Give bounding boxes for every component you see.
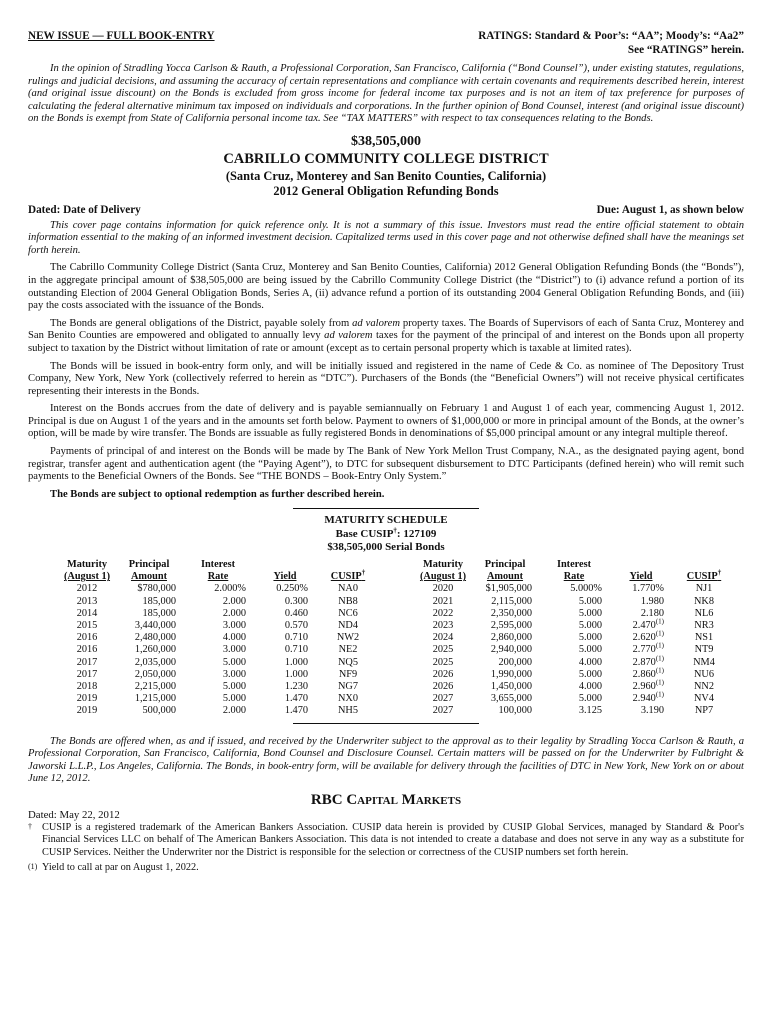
schedule-cell-cusip: NA0 — [337, 583, 359, 595]
column-header-rate: Interest Rate — [200, 559, 236, 583]
schedule-col-rate-right — [538, 559, 610, 717]
column-header-maturity: Maturity (August 1) — [419, 559, 467, 583]
schedule-cell-principal: 2,050,000 — [134, 668, 176, 680]
schedule-right-half — [414, 559, 736, 717]
schedule-cell-rate: 5.000 — [222, 693, 246, 705]
schedule-cell-rate: 5.000 — [578, 644, 602, 656]
schedule-cell-principal: 2,480,000 — [134, 632, 176, 644]
column-header-cusip: CUSIP† — [686, 568, 722, 583]
schedule-cell-yield: 1.470 — [284, 693, 308, 705]
footnote-cusip — [28, 822, 744, 859]
schedule-cell-maturity: 2026 — [432, 668, 454, 680]
schedule-cell-rate: 2.000 — [222, 607, 246, 619]
schedule-cell-maturity: 2012 — [76, 583, 98, 595]
schedule-cell-yield: 0.300 — [284, 595, 308, 607]
schedule-cell-cusip: NW2 — [336, 632, 360, 644]
schedule-cell-cusip: NB8 — [338, 595, 358, 607]
schedule-cell-yield: 0.710 — [284, 632, 308, 644]
schedule-cell-yield: 0.710 — [284, 644, 308, 656]
schedule-cell-maturity: 2014 — [76, 607, 98, 619]
schedule-cell-principal: 1,260,000 — [134, 644, 176, 656]
schedule-cell-maturity: 2022 — [432, 607, 454, 619]
underwriter-note: The Bonds are offered when, as and if issued, and received by the Underwriter subject to the approval as to their legality by Stradling Yocca Carlson & Rauth, a Professional Corporation, San Francisco, California, Bond Counsel and Disclosure Counsel. Certain matters will be passed on for the Underwriter by Fulbright & Jaworski L.L.P., Los Angeles, California. The Bonds, in book-entry form, will be available for delivery through the facilities of DTC in New York, New York on or about June 12, 2012. — [28, 735, 744, 785]
schedule-cell-yield: 2.770$^{(1)}$ — [632, 641, 664, 656]
schedule-top-rule — [293, 508, 479, 509]
schedule-cell-rate: 2.000 — [222, 705, 246, 717]
schedule-cell-yield: 2.470$^{(1)}$ — [632, 617, 664, 631]
schedule-cell-cusip: NS1 — [694, 632, 714, 644]
schedule-col-maturity-left — [58, 559, 116, 717]
schedule-cell-principal: 1,990,000 — [490, 668, 532, 680]
schedule-cell-cusip: NV4 — [693, 693, 715, 705]
schedule-cell-maturity: 2016 — [76, 632, 98, 644]
issue-amount: $38,505,000 — [351, 133, 421, 149]
column-header-cusip: CUSIP† — [330, 568, 366, 583]
footnote-text: Yield to call at par on August 1, 2022. — [42, 862, 199, 874]
column-header-yield: Yield — [629, 571, 653, 583]
schedule-cell-yield: 2.860$^{(1)}$ — [632, 666, 664, 680]
payment-paragraph: Payments of principal of and interest on the Bonds will be made by The Bank of New York Mellon Trust Company, N.A., as the designated paying agent, bond registrar, transfer agent and authentication agent (the “Paying Agent”), to DTC for subsequent disbursement to DTC Participants (defined herein) who will remit such payments to the Beneficial Owners of the Bonds. See “THE BONDS – Book-Entry Only System.” — [28, 446, 744, 483]
schedule-cell-cusip: NU6 — [693, 668, 715, 680]
schedule-cell-rate: 4.000 — [578, 680, 602, 692]
underwriter-row — [28, 791, 744, 821]
schedule-cell-principal: 185,000 — [142, 595, 176, 607]
schedule-cell-maturity: 2017 — [76, 668, 98, 680]
schedule-cell-principal: 200,000 — [498, 656, 532, 668]
schedule-cell-principal: $1,905,000 — [485, 583, 532, 595]
schedule-cell-principal: 1,450,000 — [490, 680, 532, 692]
issue-type-label: NEW ISSUE — FULL BOOK-ENTRY — [28, 30, 215, 42]
schedule-col-yield-left — [254, 559, 316, 717]
serial-bonds-label: $38,505,000 Serial Bonds — [327, 541, 445, 554]
issuer-counties: (Santa Cruz, Monterey and San Benito Counties, California) — [225, 168, 547, 183]
schedule-col-principal-left — [116, 559, 182, 717]
bond-series-title: 2012 General Obligation Refunding Bonds — [273, 183, 499, 198]
schedule-cell-cusip: NP7 — [694, 705, 714, 717]
schedule-cell-principal: 500,000 — [142, 705, 176, 717]
schedule-cell-principal: $780,000 — [137, 583, 176, 595]
ratings-see-herein: See “RATINGS” herein. — [627, 43, 744, 56]
schedule-cell-maturity: 2023 — [432, 619, 454, 631]
schedule-title: MATURITY SCHEDULE — [324, 514, 448, 527]
ratings-block — [478, 30, 744, 57]
schedule-cell-rate: 5.000 — [222, 680, 246, 692]
column-header-rate: Interest Rate — [556, 559, 592, 583]
schedule-cell-cusip: ND4 — [337, 619, 359, 631]
schedule-cell-rate: 5.000 — [578, 595, 602, 607]
book-entry-paragraph: The Bonds will be issued in book-entry form only, and will be initially issued and registered in the name of Cede & Co. as nominee of The Depository Trust Company, New York, New York (collectively referred to herein as “DTC”). Purchasers of the Bonds (the “Beneficial Owners”) will not receive physical certificates representing their interests in the Bonds. — [28, 360, 744, 397]
cover-note: This cover page contains information for quick reference only. It is not a summary of this issue. Investors must read the entire official statement to obtain information essential to the making of an informed investment decision. Capitalized terms used in this cover page and not otherwise defined shall have the meanings set forth herein. — [28, 219, 744, 256]
schedule-cell-maturity: 2017 — [76, 656, 98, 668]
footnote-mark: (1) — [28, 862, 38, 872]
schedule-cell-rate: 5.000 — [578, 632, 602, 644]
schedule-cell-yield: 2.870$^{(1)}$ — [632, 654, 664, 668]
bond-counsel-opinion: In the opinion of Stradling Yocca Carlson & Rauth, a Professional Corporation, San Francisco, California (“Bond Counsel”), under existing statutes, regulations, rulings and judicial decisions, and assuming the accuracy of certain representations and compliance with certain covenants and requirements described herein, interest (and original issue discount) on the Bonds is excluded from gross income for federal income tax purposes and is not an item of tax preference for purposes of calculating the federal alternative minimum tax imposed on individuals and corporations. In the further opinion of Bond Counsel, interest (and original issue discount) on the Bonds is exempt from State of California personal income tax. See “TAX MATTERS” with respect to tax consequences relating to the Bonds. — [28, 63, 744, 125]
schedule-cell-cusip: NQ5 — [337, 656, 359, 668]
schedule-cell-rate: 4.000 — [578, 656, 602, 668]
schedule-cell-principal: 185,000 — [142, 607, 176, 619]
schedule-cell-cusip: NJ1 — [695, 583, 713, 595]
dated-due-row — [28, 204, 744, 217]
due-label: Due: August 1, as shown below — [596, 203, 744, 216]
schedule-cell-maturity: 2018 — [76, 680, 98, 692]
schedule-cell-principal: 1,215,000 — [134, 693, 176, 705]
footnote-yield-to-call — [28, 862, 744, 874]
schedule-cell-principal: 100,000 — [498, 705, 532, 717]
schedule-cell-maturity: 2027 — [432, 693, 454, 705]
purpose-paragraph: The Cabrillo Community College District (Santa Cruz, Monterey and San Benito Counties, California) 2012 General Obligation Refunding Bonds (the “Bonds”), in the aggregate principal amount of $38,505,000 are being issued by the Cabrillo Community College District (the “District”) to (i) advance refund a portion of its outstanding Election of 2004 General Obligation Bonds, Series A, (ii) advance refund a portion of its outstanding 2004 General Obligation Refunding Bonds, and (iii) pay the costs associated with the issuance of the Bonds. — [28, 262, 744, 312]
schedule-cell-yield: 1.770% — [632, 583, 664, 595]
underwriter-name: RBC Capital Markets — [310, 791, 462, 808]
schedule-cell-rate: 5.000 — [578, 619, 602, 631]
schedule-cell-principal: 2,215,000 — [134, 680, 176, 692]
dated-label: Dated: Date of Delivery — [28, 203, 141, 216]
schedule-cell-cusip: NE2 — [338, 644, 358, 656]
schedule-cell-rate: 3.000 — [222, 668, 246, 680]
schedule-cell-maturity: 2026 — [432, 680, 454, 692]
column-header-yield: Yield — [273, 571, 297, 583]
security-paragraph: The Bonds are general obligations of the District, payable solely from ad valorem property taxes. The Boards of Supervisors of each of Santa Cruz, Monterey and San Benito Counties are empowered and obligated to annually levy ad valorem taxes for the payment of the principal of and interest on the Bonds upon all property subject to taxation by the District without limitation of rate or amount (except as to certain personal property which is taxable at limited rates). — [28, 317, 745, 354]
schedule-cell-yield: 2.620$^{(1)}$ — [632, 629, 664, 644]
schedule-cell-principal: 2,595,000 — [490, 619, 532, 631]
footnote-mark: † — [28, 821, 32, 831]
schedule-cell-yield: 1.470 — [284, 705, 308, 717]
schedule-col-yield-right — [610, 559, 672, 717]
cover-page — [28, 30, 744, 875]
schedule-cell-maturity: 2024 — [432, 632, 454, 644]
base-cusip — [28, 528, 744, 541]
schedule-cell-yield: 1.230 — [284, 680, 308, 692]
schedule-cell-maturity: 2020 — [432, 583, 454, 595]
schedule-cell-principal: 2,035,000 — [134, 656, 176, 668]
footnotes — [28, 822, 744, 875]
schedule-cell-yield: 1.000 — [284, 656, 308, 668]
schedule-cell-rate: 5.000 — [222, 656, 246, 668]
schedule-cell-cusip: NF9 — [338, 668, 358, 680]
maturity-schedule-table — [28, 559, 744, 717]
schedule-cell-rate: 2.000% — [214, 583, 246, 595]
schedule-cell-principal: 3,440,000 — [134, 619, 176, 631]
schedule-cell-rate: 5.000% — [570, 583, 602, 595]
schedule-cell-yield: 0.460 — [284, 607, 308, 619]
schedule-cell-cusip: NR3 — [694, 619, 714, 631]
schedule-cell-rate: 3.000 — [222, 619, 246, 631]
schedule-cell-yield: 1.000 — [284, 668, 308, 680]
redemption-note: The Bonds are subject to optional redemption as further described herein. — [50, 488, 385, 500]
schedule-cell-yield: 3.190 — [640, 705, 664, 717]
schedule-cell-principal: 2,940,000 — [490, 644, 532, 656]
schedule-cell-cusip: NM4 — [693, 656, 715, 668]
schedule-cell-cusip: NG7 — [337, 680, 359, 692]
schedule-cell-maturity: 2019 — [76, 693, 98, 705]
schedule-cell-rate: 4.000 — [222, 632, 246, 644]
schedule-cell-maturity: 2027 — [432, 705, 454, 717]
schedule-cell-yield: 2.180 — [640, 607, 664, 619]
schedule-cell-yield: 0.570 — [284, 619, 308, 631]
schedule-left-half — [58, 559, 380, 717]
schedule-cell-maturity: 2015 — [76, 619, 98, 631]
schedule-cell-rate: 5.000 — [578, 668, 602, 680]
interest-paragraph: Interest on the Bonds accrues from the date of delivery and is payable semiannually on February 1 and August 1 of each year, commencing August 1, 2012. Principal is due on August 1 of the years and in the amounts set forth below. Payment to owners of $1,000,000 or more in principal amount of the Bonds, at the owner’s option, will be made by wire transfer. The Bonds are issuable as fully registered Bonds in denominations of $5,000 principal amount or any integral multiple thereof. — [28, 403, 744, 440]
header-row — [28, 30, 744, 57]
schedule-cell-maturity: 2021 — [432, 595, 454, 607]
schedule-cell-maturity: 2019 — [76, 705, 98, 717]
schedule-cell-rate: 3.000 — [222, 644, 246, 656]
schedule-cell-maturity: 2025 — [432, 644, 454, 656]
schedule-cell-yield: 2.940$^{(1)}$ — [632, 690, 664, 705]
schedule-cell-principal: 2,350,000 — [490, 607, 532, 619]
base-cusip-label: Base CUSIP — [335, 527, 394, 540]
issuer-name: CABRILLO COMMUNITY COLLEGE DISTRICT — [223, 150, 549, 167]
schedule-col-cusip-left — [316, 559, 380, 717]
schedule-cell-principal: 2,860,000 — [490, 632, 532, 644]
schedule-col-rate-left — [182, 559, 254, 717]
schedule-cell-maturity: 2016 — [76, 644, 98, 656]
base-cusip-mark: † — [393, 526, 397, 535]
column-header-maturity: Maturity (August 1) — [63, 559, 111, 583]
schedule-cell-yield: 2.960$^{(1)}$ — [632, 678, 664, 692]
schedule-col-principal-right — [472, 559, 538, 717]
schedule-cell-maturity: 2013 — [76, 595, 98, 607]
schedule-cell-cusip: NC6 — [338, 607, 358, 619]
schedule-cell-maturity: 2025 — [432, 656, 454, 668]
official-statement-date: Dated: May 22, 2012 — [28, 808, 120, 821]
schedule-bottom-rule — [293, 723, 479, 724]
base-cusip-value: : 127109 — [396, 527, 437, 540]
maturity-schedule-header — [28, 514, 744, 554]
schedule-cell-rate: 3.125 — [578, 705, 602, 717]
schedule-cell-cusip: NN2 — [693, 680, 715, 692]
schedule-cell-yield: 0.250% — [276, 583, 308, 595]
schedule-cell-cusip: NT9 — [694, 644, 714, 656]
footnote-text: CUSIP is a registered trademark of the American Bankers Association. CUSIP data herein is provided by CUSIP Global Services, managed by Standard & Poor's Financial Services LLC on behalf of The American Bankers Association. This data is not intended to create a database and does not serve in any way as a substitute for CUSIP Services. Neither the Underwriter nor the District is responsible for the selection or correctness of the CUSIP numbers set forth herein. — [42, 821, 744, 858]
schedule-cell-cusip: NK8 — [693, 595, 715, 607]
schedule-cell-principal: 3,655,000 — [490, 693, 532, 705]
schedule-cell-rate: 2.000 — [222, 595, 246, 607]
schedule-cell-rate: 5.000 — [578, 607, 602, 619]
schedule-cell-rate: 5.000 — [578, 693, 602, 705]
schedule-cell-cusip: NH5 — [337, 705, 359, 717]
column-header-principal: Principal Amount — [128, 559, 170, 583]
ratings-line: RATINGS: Standard & Poor’s: “AA”; Moody’s: “Aa2” — [478, 30, 744, 42]
schedule-cell-cusip: NL6 — [694, 607, 714, 619]
schedule-cell-yield: 1.980 — [640, 595, 664, 607]
column-header-principal: Principal Amount — [484, 559, 526, 583]
schedule-col-maturity-right — [414, 559, 472, 717]
schedule-cell-cusip: NX0 — [337, 693, 359, 705]
schedule-col-cusip-right — [672, 559, 736, 717]
schedule-cell-principal: 2,115,000 — [491, 595, 532, 607]
